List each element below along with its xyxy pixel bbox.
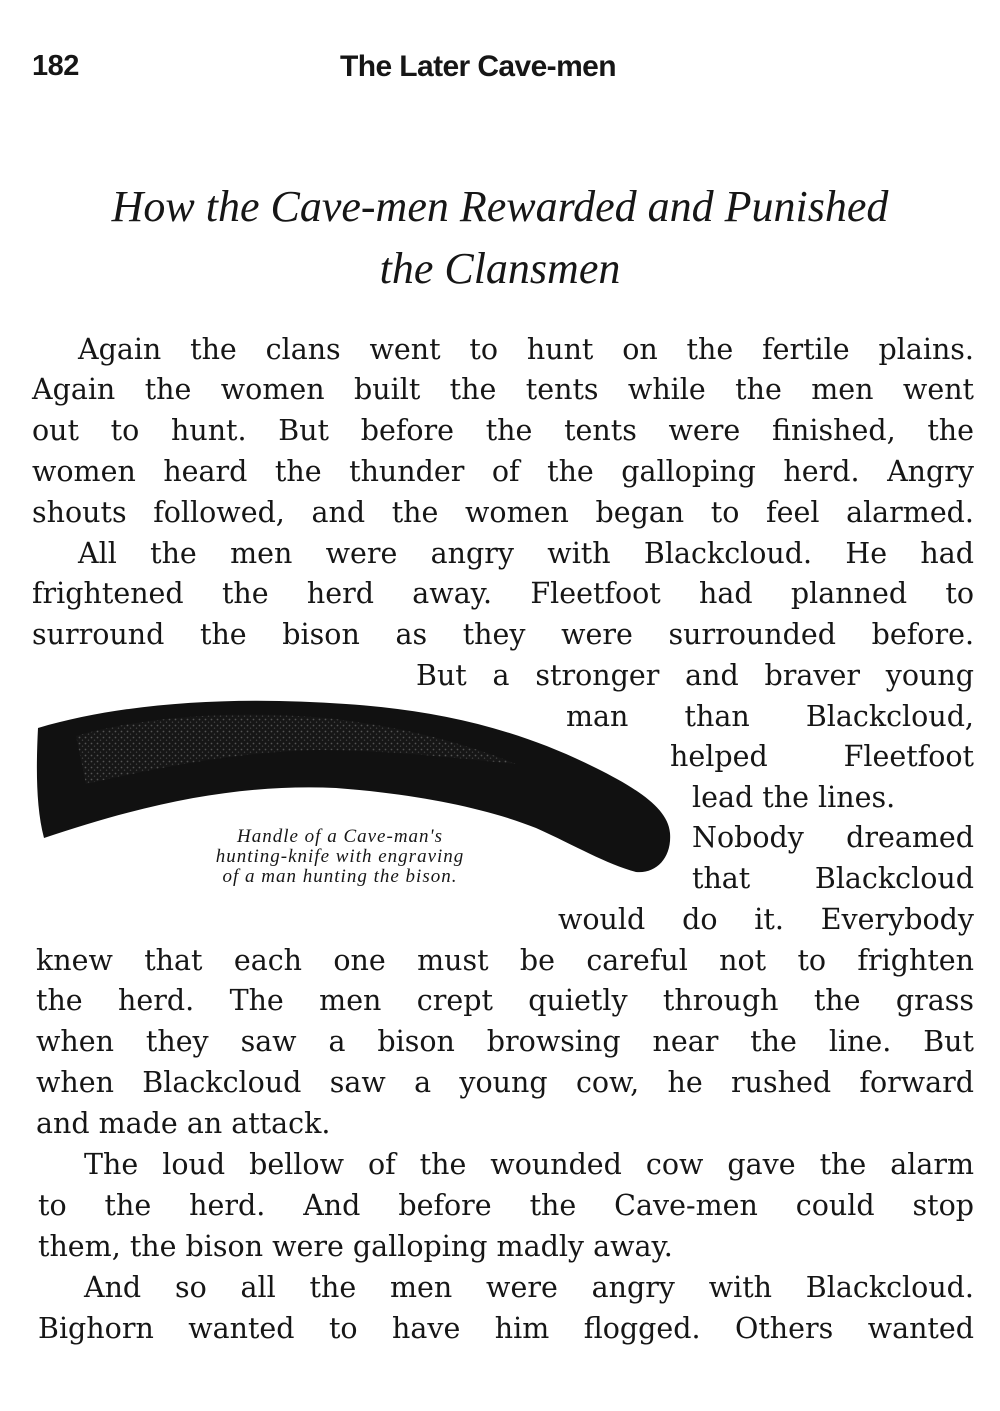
text-line-15: would do it. Everybody (558, 903, 974, 936)
caption-line-2: hunting-knife with engraving (215, 846, 465, 867)
text-line-12: lead the lines. (692, 781, 896, 814)
text-line-8: surround the bison as they were surrounded before. (32, 618, 974, 651)
text-line-17: the herd. The men crept quietly through the grass (36, 984, 974, 1017)
text-line-18: when they saw a bison browsing near the line. But (36, 1025, 974, 1058)
text-line-1: Again the clans went to hunt on the fertile plains. (78, 333, 974, 366)
text-line-4: women heard the thunder of the galloping herd. Angry (32, 455, 974, 488)
chapter-title (30, 176, 970, 300)
text-line-22: to the herd. And before the Cave-men could stop (38, 1189, 974, 1222)
figure-caption (150, 827, 530, 887)
text-line-20: and made an attack. (36, 1107, 331, 1140)
text-line-10: man than Blackcloud, (566, 700, 974, 733)
text-line-14: that Blackcloud (692, 862, 974, 895)
text-line-13: Nobody dreamed (692, 821, 974, 854)
text-line-9: But a stronger and braver young (416, 659, 974, 692)
text-line-24: And so all the men were angry with Blackcloud. (84, 1271, 974, 1304)
text-line-5: shouts followed, and the women began to feel alarmed. (32, 496, 974, 529)
text-line-7: frightened the herd away. Fleetfoot had planned to (32, 577, 974, 610)
text-line-3: out to hunt. But before the tents were finished, the (32, 414, 974, 447)
chapter-title-line-2: the Clansmen (379, 244, 621, 293)
text-line-21: The loud bellow of the wounded cow gave the alarm (84, 1148, 974, 1181)
text-line-23: them, the bison were galloping madly away. (38, 1230, 673, 1263)
text-line-2: Again the women built the tents while the men went (32, 373, 974, 406)
chapter-title-line-1: How the Cave-men Rewarded and Punished (111, 182, 889, 231)
caption-line-3: of a man hunting the bison. (222, 866, 458, 887)
text-line-6: All the men were angry with Blackcloud. He had (78, 537, 974, 570)
text-line-19: when Blackcloud saw a young cow, he rushed forward (36, 1066, 974, 1099)
text-line-11: helped Fleetfoot (670, 740, 974, 773)
running-head: The Later Cave-men (340, 50, 616, 83)
caption-line-1: Handle of a Cave-man's (236, 826, 443, 847)
text-line-25: Bighorn wanted to have him flogged. Others wanted (38, 1312, 974, 1345)
page-number: 182 (32, 50, 79, 82)
text-line-16: knew that each one must be careful not to frighten (36, 944, 974, 977)
